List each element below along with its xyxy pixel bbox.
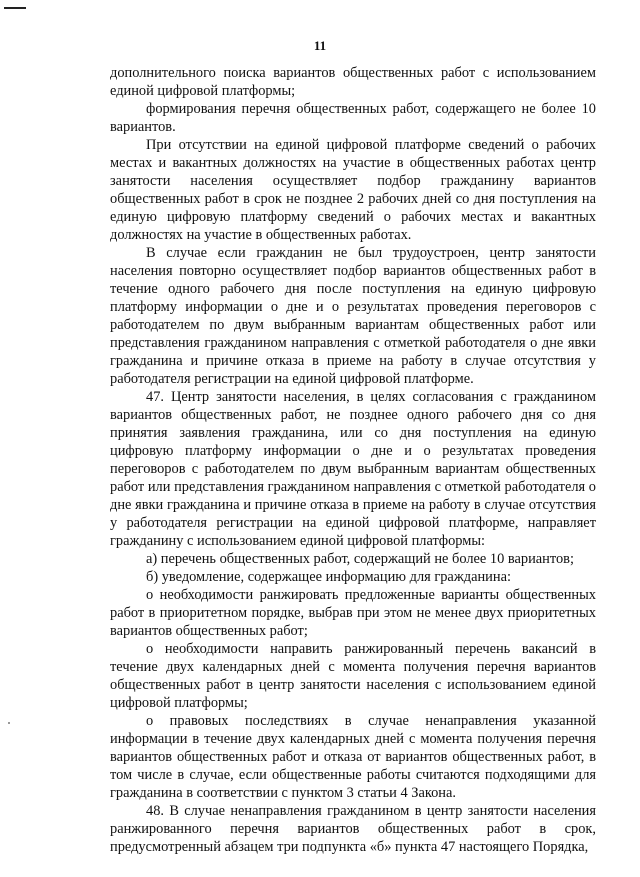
paragraph-continuation: дополнительного поиска вариантов общественных работ с использованием единой цифровой платформы;	[110, 65, 596, 99]
paragraph-repeat-selection: В случае если гражданин не был трудоустроен, центр занятости населения повторно осуществляет подбор вариантов общественных работ в течение одного рабочего дня после поступления на единую цифровую платформу информации о дне и о результатах проведения переговоров с работодателем по двум выбранным вариантам общественных работ или представления гражданином направления с отметкой работодателя о дне явки гражданина и причине отказа в приеме на работу в случае отсутствия у работодателя регистрации на единой цифровой платформе.	[110, 245, 596, 387]
document-body	[110, 64, 596, 856]
paragraph-subitem-a: а) перечень общественных работ, содержащий не более 10 вариантов;	[146, 551, 574, 567]
paragraph-legal-consequences: о правовых последствиях в случае ненаправления указанной информации в течение двух календарных дней с момента получения перечня вариантов общественных работ и отказа от вариантов общественных работ, в том числе в случае, если общественные работы считаются подходящими для гражданина в соответствии с пунктом 3 статьи 4 Закона.	[110, 713, 596, 801]
paragraph-ranking-notice: о необходимости ранжировать предложенные варианты общественных работ в приоритетном порядке, выбрав при этом не менее двух приоритетных вариантов общественных работ;	[110, 587, 596, 639]
paragraph-list-formation: формирования перечня общественных работ, содержащего не более 10 вариантов.	[110, 101, 596, 135]
page-number: 11	[313, 38, 327, 53]
paragraph-item-48: 48. В случае ненаправления гражданином в центр занятости населения ранжированного перечня вариантов общественных работ в срок, предусмотренный абзацем три подпункта «б» пункта 47 настоящего Порядка,	[110, 803, 596, 855]
paragraph-subitem-b: б) уведомление, содержащее информацию для гражданина:	[146, 569, 511, 585]
scan-dust-dot	[8, 722, 10, 724]
corner-scan-mark	[4, 7, 26, 9]
paragraph-send-ranked-list: о необходимости направить ранжированный перечень вакансий в течение двух календарных дней с момента получения перечня вариантов общественных работ в центр занятости населения с использованием единой цифровой платформы;	[110, 641, 596, 711]
paragraph-no-data-selection: При отсутствии на единой цифровой платформе сведений о рабочих местах и вакантных должностях на участие в общественных работах центр занятости населения осуществляет подбор гражданину вариантов общественных работ в срок не позднее 2 рабочих дней со дня поступления на единую цифровую платформу сведений о рабочих местах и вакантных должностях на участие в общественных работах.	[110, 137, 596, 243]
paragraph-item-47: 47. Центр занятости населения, в целях согласования с гражданином вариантов общественных работ, не позднее одного рабочего дня со дня принятия заявления гражданина, или со дня поступления на единую цифровую платформу информации о дне и о результатах проведения переговоров с работодателем по двум выбранным вариантам общественных работ или представления гражданином направления с отметкой работодателя о дне явки гражданина и причине отказа в приеме на работу в случае отсутствия у работодателя регистрации на единой цифровой платформе, направляет гражданину с использованием единой цифровой платформы:	[110, 389, 596, 549]
